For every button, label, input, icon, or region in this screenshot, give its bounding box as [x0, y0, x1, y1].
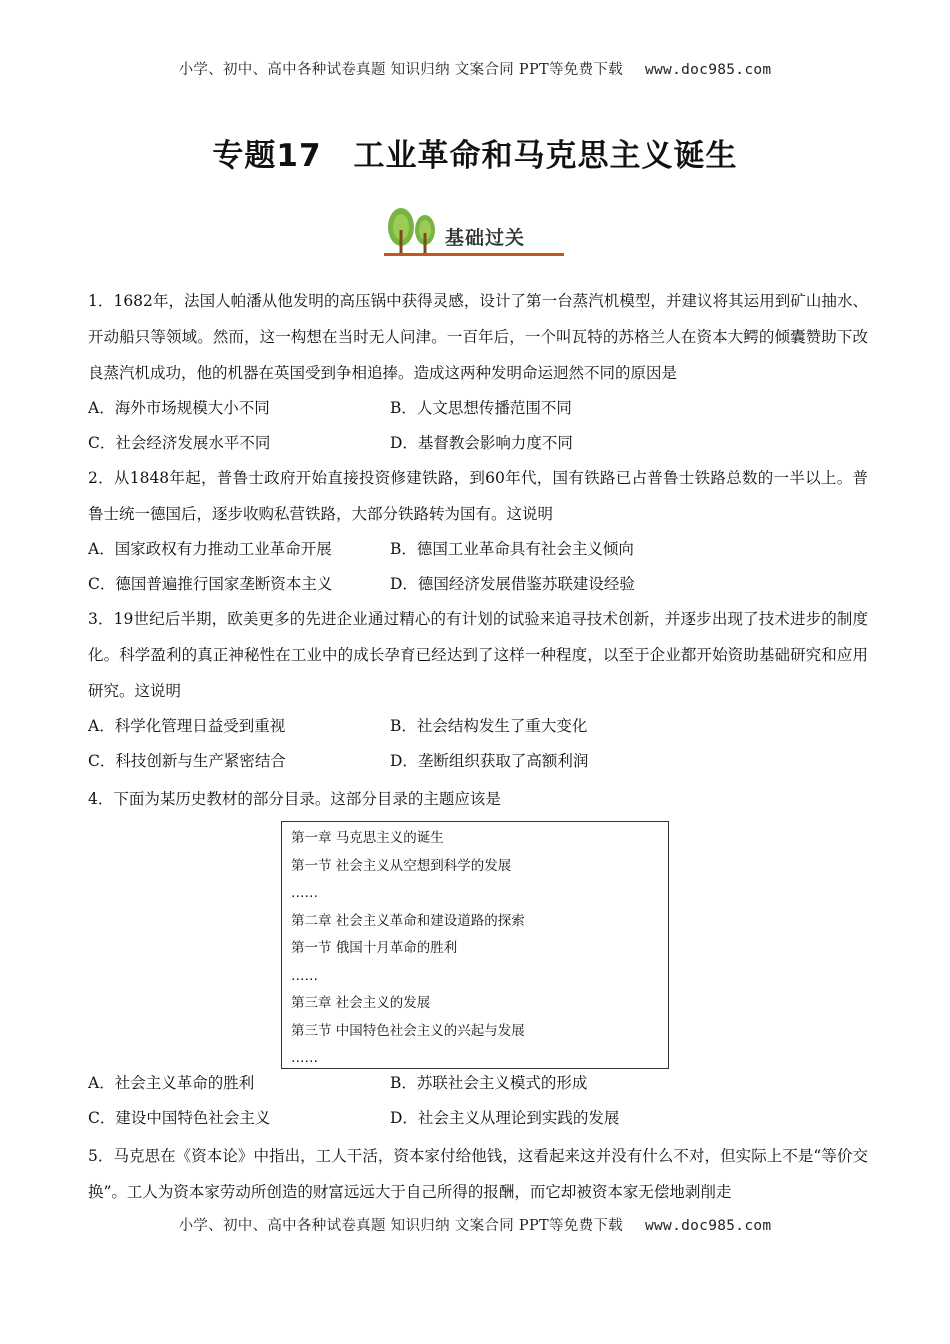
option-d: D．基督教会影响力度不同 [390, 434, 573, 452]
page-header [0, 58, 950, 79]
question-2 [88, 460, 868, 602]
question-options [88, 1066, 868, 1136]
option-c: C．科技创新与生产紧密结合 [88, 752, 286, 770]
question-stem: 3．19世纪后半期，欧美更多的先进企业通过精心的有计划的试验来追寻技术创新，并逐步出现了技术进步的制度化。科学盈利的真正神秘性在工业中的成长孕育已经达到了这样一种程度，以至于企业都开始资助基础研究和应用研究。这说明 [88, 610, 868, 700]
option-b: B．人文思想传播范围不同 [390, 399, 572, 417]
footer-url[interactable]: www.doc985.com [645, 1218, 772, 1234]
toc-line: 第三节 中国特色社会主义的兴起与发展 [291, 1022, 525, 1039]
toc-line: 第一节 社会主义从空想到科学的发展 [291, 857, 512, 874]
option-d: D．社会主义从理论到实践的发展 [390, 1109, 620, 1127]
option-b: B．社会结构发生了重大变化 [390, 717, 588, 735]
option-a: A．社会主义革命的胜利 [88, 1074, 255, 1092]
question-options [88, 532, 868, 602]
option-d: D．垄断组织获取了高额利润 [390, 752, 589, 770]
option-a: A．海外市场规模大小不同 [88, 399, 270, 417]
question-4-options [88, 1066, 868, 1136]
option-c: C．德国普遍推行国家垄断资本主义 [88, 575, 333, 593]
page-footer [0, 1214, 950, 1235]
option-c: C．社会经济发展水平不同 [88, 434, 271, 452]
question-4 [88, 781, 868, 817]
question-options [88, 391, 868, 461]
page-title: 专题17 工业革命和马克思主义诞生 [212, 138, 738, 174]
question-stem: 4．下面为某历史教材的部分目录。这部分目录的主题应该是 [88, 790, 501, 808]
option-b: B．德国工业革命具有社会主义倾向 [390, 540, 634, 558]
toc-line: …… [291, 1050, 318, 1066]
option-b: B．苏联社会主义模式的形成 [390, 1074, 588, 1092]
toc-line: 第三章 社会主义的发展 [291, 995, 431, 1011]
toc-line: …… [291, 885, 318, 901]
option-a: A．国家政权有力推动工业革命开展 [88, 540, 332, 558]
section-badge [380, 206, 570, 260]
header-url[interactable]: www.doc985.com [645, 62, 772, 78]
question-stem: 5．马克思在《资本论》中指出，工人干活，资本家付给他钱，这看起来这并没有什么不对，但实际上不是“等价交换”。工人为资本家劳动所创造的财富远远大于自己所得的报酬，而它却被资本家无偿地剥削走 [88, 1147, 868, 1201]
question-3 [88, 601, 868, 779]
option-a: A．科学化管理日益受到重视 [88, 717, 286, 735]
option-c: C．建设中国特色社会主义 [88, 1109, 271, 1127]
textbook-toc-box [281, 821, 669, 1069]
section-label: 基础过关 [445, 227, 526, 249]
header-text: 小学、初中、高中各种试卷真题 知识归纳 文案合同 PPT等免费下载 [178, 62, 623, 78]
toc-line: 第二章 社会主义革命和建设道路的探索 [291, 912, 525, 929]
question-1 [88, 283, 868, 461]
option-d: D．德国经济发展借鉴苏联建设经验 [390, 575, 635, 593]
toc-line: 第一章 马克思主义的诞生 [291, 830, 444, 846]
question-options [88, 709, 868, 779]
toc-line: …… [291, 967, 318, 984]
footer-text: 小学、初中、高中各种试卷真题 知识归纳 文案合同 PPT等免费下载 [178, 1218, 623, 1234]
question-5 [88, 1138, 868, 1210]
question-stem: 2．从1848年起，普鲁士政府开始直接投资修建铁路，到60年代，国有铁路已占普鲁士铁路总数的一半以上。普鲁士统一德国后，逐步收购私营铁路，大部分铁路转为国有。这说明 [88, 469, 868, 523]
toc-line: 第一节 俄国十月革命的胜利 [291, 940, 458, 956]
question-stem: 1．1682年，法国人帕潘从他发明的高压锅中获得灵感，设计了第一台蒸汽机模型，并建议将其运用到矿山抽水、开动船只等领域。然而，这一构想在当时无人问津。一百年后，一个叫瓦特的苏格兰人在资本大鳄的倾囊赞助下改良蒸汽机成功，他的机器在英国受到争相追捧。造成这两种发明命运迥然不同的原因是 [88, 292, 868, 382]
